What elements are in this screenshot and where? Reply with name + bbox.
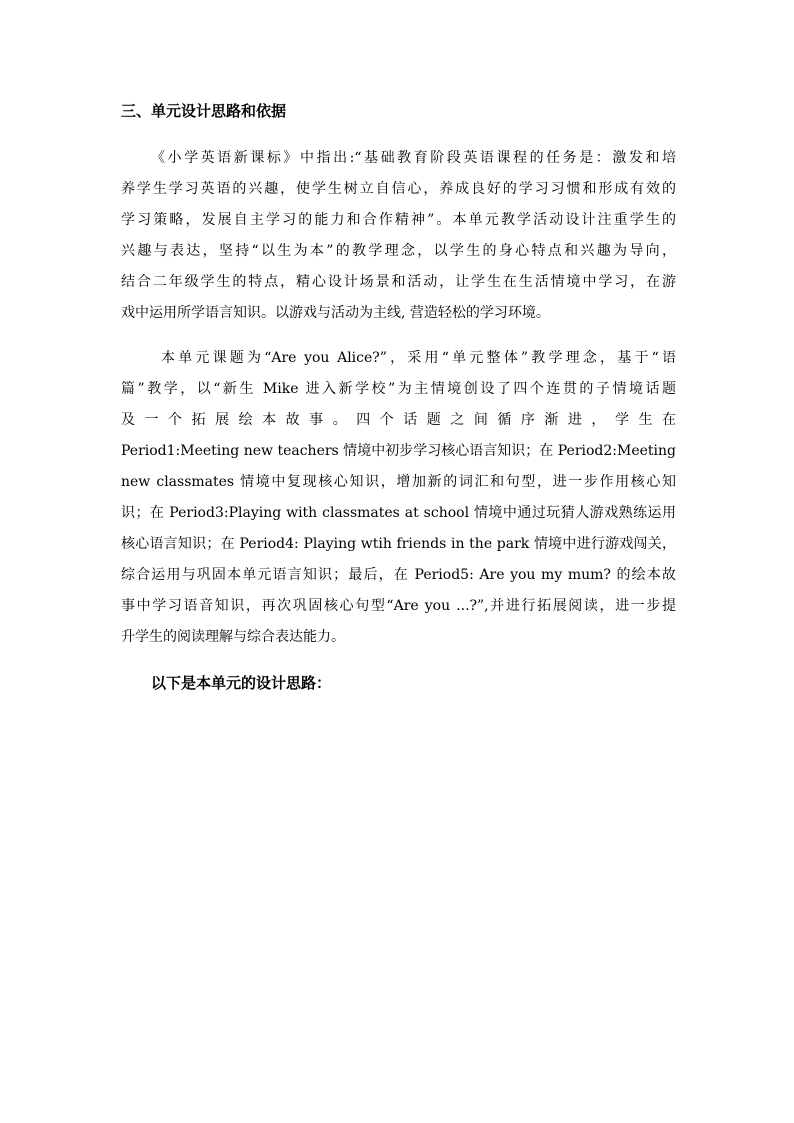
paragraph-curriculum-standard [121,143,676,329]
section-heading: 三、单元设计思路和依据 [121,102,287,120]
paragraph-line: 学习策略，发展自主学习的能力和合作精神”。本单元教学活动设计注重学生的 [121,212,676,228]
paragraph-line: Period1:Meeting new teachers 情境中初步学习核心语言知识；在 Period2:Meeting [121,443,676,459]
paragraph-line: 篇”教学，以“新生 Mike 进入新学校”为主情境创设了四个连贯的子情境话题 [121,381,676,397]
paragraph-line: 兴趣与表达，坚持“以生为本”的教学理念，以学生的身心特点和兴趣为导向， [121,243,676,259]
paragraph-line: 《小学英语新课标》中指出:“基础教育阶段英语课程的任务是：激发和培 [151,150,676,166]
paragraph-unit-design [121,343,676,653]
paragraph-line: 本单元课题为“Are you Alice?”，采用“单元整体”教学理念，基于“语 [161,350,676,366]
paragraph-line: 事中学习语音知识，再次巩固核心句型“Are you ...?”,并进行拓展阅读，进一步提 [121,598,676,614]
closing-line: 以下是本单元的设计思路： [151,674,332,692]
paragraph-line: 戏中运用所学语言知识。以游戏与活动为主线, 营造轻松的学习环境。 [121,305,550,321]
paragraph-line: 及一个拓展绘本故事。四个话题之间循序渐进，学生在 [121,412,676,428]
paragraph-line: 识；在 Period3:Playing with classmates at school 情境中通过玩猜人游戏熟练运用 [121,505,676,521]
paragraph-line: 综合运用与巩固本单元语言知识；最后，在 Period5: Are you my mum? 的绘本故 [121,567,676,583]
paragraph-line: new classmates 情境中复现核心知识，增加新的词汇和句型，进一步作用核心知 [121,474,676,490]
paragraph-line: 升学生的阅读理解与综合表达能力。 [121,629,345,645]
paragraph-line: 核心语言知识；在 Period4: Playing wtih friends in the park 情境中进行游戏闯关， [121,536,676,552]
paragraph-line: 养学生学习英语的兴趣，使学生树立自信心，养成良好的学习习惯和形成有效的 [121,181,676,197]
paragraph-line: 结合二年级学生的特点，精心设计场景和活动，让学生在生活情境中学习，在游 [121,274,676,290]
